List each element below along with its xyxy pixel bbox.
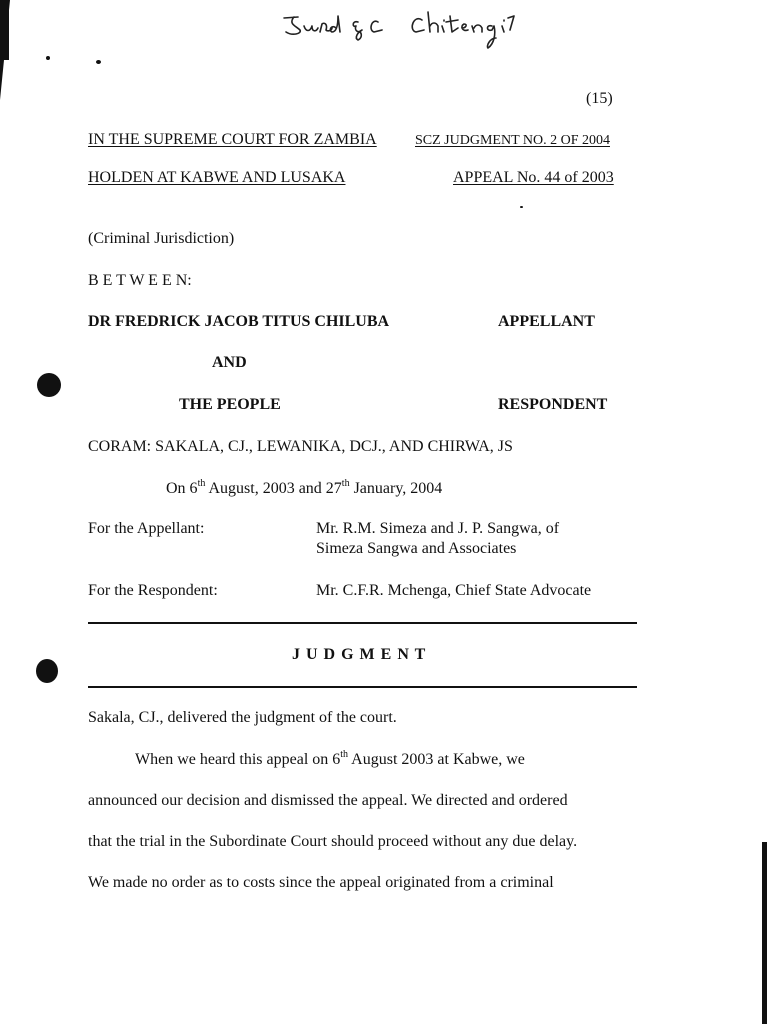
appeal-number: APPEAL No. 44 of 2003 <box>453 169 614 186</box>
appellant-name: DR FREDRICK JACOB TITUS CHILUBA <box>88 313 390 330</box>
coram: CORAM: SAKALA, CJ., LEWANIKA, DCJ., AND CHIRWA, JS <box>88 438 513 455</box>
holden-at: HOLDEN AT KABWE AND LUSAKA <box>88 169 346 186</box>
scan-speck <box>96 60 101 64</box>
scan-edge-artifact-right <box>762 842 767 1024</box>
scan-edge-artifact-top <box>0 0 9 60</box>
paragraph-line: announced our decision and dismissed the appeal. We directed and ordered <box>88 792 568 809</box>
respondent-counsel-label: For the Respondent: <box>88 582 218 599</box>
handwritten-note <box>282 4 582 61</box>
judgment-number: SCZ JUDGMENT NO. 2 OF 2004 <box>415 133 610 148</box>
appellant-counsel-label: For the Appellant: <box>88 520 205 537</box>
appellant-counsel-line2: Simeza Sangwa and Associates <box>316 540 517 557</box>
respondent-role: RESPONDENT <box>498 396 608 413</box>
respondent-counsel-value: Mr. C.F.R. Mchenga, Chief State Advocate <box>316 582 592 599</box>
between-label: B E T W E E N: <box>88 272 192 289</box>
punch-hole-mark <box>36 659 58 683</box>
delivered-line: Sakala, CJ., delivered the judgment of the court. <box>88 709 397 726</box>
paragraph-line: that the trial in the Subordinate Court should proceed without any due delay. <box>88 833 578 850</box>
scan-speck <box>520 206 523 208</box>
divider-top <box>88 622 637 624</box>
court-name: IN THE SUPREME COURT FOR ZAMBIA <box>88 131 377 148</box>
scan-speck <box>46 56 50 60</box>
jurisdiction: (Criminal Jurisdiction) <box>88 230 235 247</box>
appellant-counsel-line1: Mr. R.M. Simeza and J. P. Sangwa, of <box>316 520 560 537</box>
punch-hole-mark <box>37 373 61 397</box>
appellant-role: APPELLANT <box>498 313 595 330</box>
page-number: (15) <box>586 90 613 107</box>
respondent-name: THE PEOPLE <box>179 396 281 413</box>
divider-bottom <box>88 686 637 688</box>
paragraph-line: When we heard this appeal on 6th August 2003 at Kabwe, we <box>135 749 525 768</box>
hearing-dates: On 6th August, 2003 and 27th January, 2004 <box>166 478 443 497</box>
and-label: AND <box>212 354 247 371</box>
paragraph-line: We made no order as to costs since the appeal originated from a criminal <box>88 874 554 891</box>
judgment-heading: J U D G M E N T <box>292 646 427 663</box>
